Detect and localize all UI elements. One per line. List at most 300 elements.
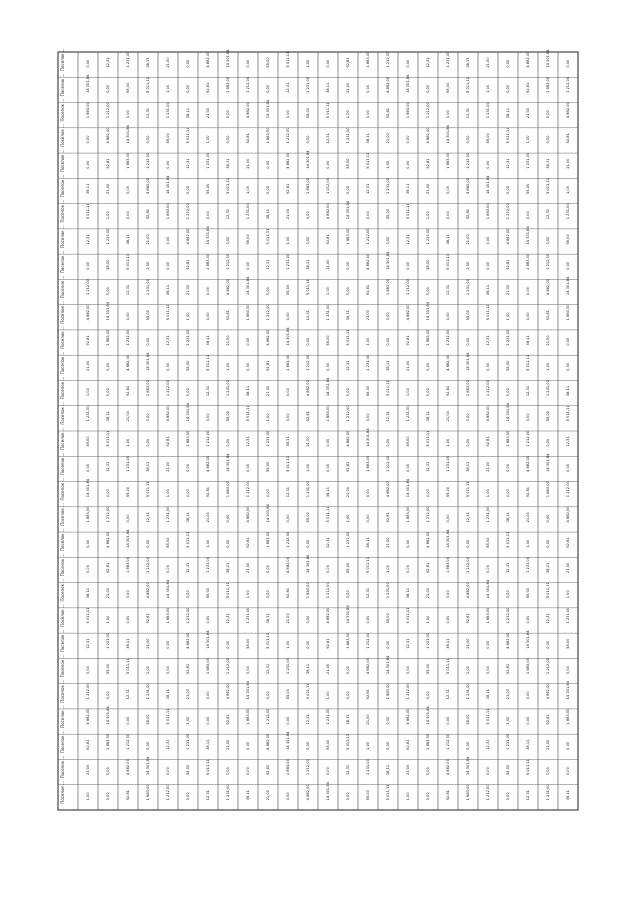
cell-value: 1 231,00 (446, 51, 450, 68)
cell-value: 55,00 (246, 234, 250, 245)
cell-value: 14 301,84 (146, 756, 150, 776)
cell-value: 92,81 (366, 689, 370, 700)
cell-value: 1 883,00 (386, 683, 390, 700)
cell-value: 21,00 (186, 284, 190, 296)
cell-value: 55,00 (206, 183, 210, 194)
cell-value: 4 882,00 (566, 102, 570, 119)
cell-value: 0,00 (426, 489, 430, 498)
cell-value: 14 301,84 (106, 706, 110, 725)
cell-value: 4 882,00 (146, 177, 150, 194)
cell-value: 14 301,84 (166, 175, 170, 194)
cell-value: 0,00 (166, 666, 170, 675)
cell-value: 21,00 (206, 107, 210, 119)
cell-value: 0,00 (526, 211, 530, 220)
cell-value: 21,00 (426, 183, 430, 194)
cell-value: 38,11 (386, 764, 390, 776)
cell-value: 55,00 (126, 82, 130, 93)
cell-value: 0,00 (86, 135, 90, 144)
cell-value: 0,00 (186, 590, 190, 599)
cell-value: 1 883,00 (226, 76, 230, 93)
cell-value: 12,31 (86, 638, 90, 649)
cell-value: 14 301,84 (546, 49, 550, 68)
cell-value: 55,00 (146, 310, 150, 321)
cell-value: 5 011,11 (126, 253, 130, 270)
cell-value: 0,00 (566, 463, 570, 472)
cell-value: 1 231,00 (426, 228, 430, 245)
cell-value: 0,00 (186, 388, 190, 397)
cell-value: 92,81 (466, 613, 470, 624)
cell-value: 14 301,84 (426, 302, 430, 321)
cell-value: 0,00 (386, 438, 390, 447)
cell-value: 1,00 (146, 666, 150, 675)
cell-value: 1 212,00 (366, 632, 370, 649)
cell-value: 12,31 (206, 790, 210, 801)
cell-value: 92,81 (506, 663, 510, 675)
cell-value: 38,11 (226, 562, 230, 573)
cell-value: 0,00 (126, 615, 130, 624)
cell-value: 14 301,84 (566, 276, 570, 296)
cell-value: 1 883,00 (146, 784, 150, 801)
row-label: Поселок ... (60, 452, 65, 476)
cell-value: 1 212,00 (486, 784, 490, 801)
cell-value: 0,00 (426, 691, 430, 700)
cell-value: 4 882,00 (406, 708, 410, 725)
cell-value: 1,00 (86, 388, 90, 397)
cell-value: 1 231,00 (126, 51, 130, 68)
cell-value: 1 883,00 (486, 607, 490, 624)
cell-value: 5 011,11 (426, 430, 430, 447)
cell-value: 0,00 (406, 539, 410, 548)
cell-value: 0,00 (246, 337, 250, 346)
cell-value: 14 301,84 (406, 74, 410, 93)
cell-value: 5 011,11 (306, 683, 310, 700)
cell-value: 21,00 (126, 411, 130, 422)
cell-value: 21,00 (366, 310, 370, 321)
cell-value: 0,00 (106, 691, 110, 700)
cell-value: 1 231,00 (166, 506, 170, 523)
cell-value: 0,00 (126, 211, 130, 220)
cell-value: 0,00 (486, 236, 490, 245)
cell-value: 38,11 (286, 436, 290, 447)
cell-value: 21,00 (186, 689, 190, 700)
cell-value: 1,00 (506, 716, 510, 725)
cell-value: 1 883,00 (366, 51, 370, 68)
cell-value: 55,00 (546, 411, 550, 422)
cell-value: 92,81 (106, 158, 110, 169)
cell-value: 14 301,84 (286, 731, 290, 750)
cell-value: 0,00 (206, 413, 210, 422)
cell-value: 1 212,00 (466, 152, 470, 169)
cell-value: 0,00 (466, 337, 470, 346)
row-label: Поселок ... (60, 351, 65, 375)
cell-value: 0,00 (166, 362, 170, 371)
cell-value: 21,00 (226, 739, 230, 750)
cell-value: 1,00 (466, 666, 470, 675)
cell-value: 38,11 (466, 461, 470, 472)
cell-value: 92,81 (566, 537, 570, 548)
cell-value: 55,00 (526, 587, 530, 599)
cell-value: 12,31 (246, 436, 250, 447)
cell-value: 21,00 (146, 234, 150, 245)
cell-value: 55,00 (106, 259, 110, 270)
cell-value: 12,31 (506, 562, 510, 573)
cell-value: 5 011,11 (166, 708, 170, 725)
cell-value: 0,00 (326, 767, 330, 776)
cell-value: 1,00 (166, 489, 170, 498)
cell-value: 55,00 (566, 638, 570, 649)
cell-value: 92,81 (246, 133, 250, 144)
cell-value: 12,31 (486, 739, 490, 750)
cell-value: 1,00 (146, 261, 150, 270)
cell-value: 55,00 (346, 158, 350, 169)
cell-value: 0,00 (466, 135, 470, 144)
cell-value: 5 011,11 (266, 632, 270, 649)
cell-value: 38,11 (366, 537, 370, 548)
cell-value: 1 212,00 (326, 177, 330, 194)
cell-value: 14 301,84 (526, 630, 530, 649)
cell-value: 38,11 (366, 133, 370, 144)
cell-value: 0,00 (446, 110, 450, 119)
cell-value: 12,31 (346, 360, 350, 371)
cell-value: 5 011,11 (406, 607, 410, 624)
cell-value: 12,31 (206, 385, 210, 397)
cell-value: 0,00 (366, 110, 370, 119)
cell-value: 0,00 (346, 388, 350, 397)
cell-value: 1 883,00 (486, 203, 490, 220)
cell-value: 92,81 (266, 764, 270, 776)
cell-value: 0,00 (506, 463, 510, 472)
cell-value: 92,81 (446, 790, 450, 801)
cell-value: 55,00 (486, 537, 490, 548)
cell-value: 1 212,00 (186, 607, 190, 624)
cell-value: 1 883,00 (166, 203, 170, 220)
cell-value: 0,00 (226, 438, 230, 447)
cell-value: 92,81 (526, 82, 530, 93)
cell-value: 1 231,00 (546, 784, 550, 801)
cell-value: 38,11 (526, 739, 530, 750)
cell-value: 55,00 (486, 133, 490, 144)
cell-value: 0,00 (506, 590, 510, 599)
cell-value: 0,00 (246, 59, 250, 68)
cell-value: 0,00 (526, 312, 530, 321)
cell-value: 0,00 (166, 564, 170, 573)
cell-value: 0,00 (226, 236, 230, 245)
cell-value: 55,00 (86, 436, 90, 447)
cell-value: 1 883,00 (466, 380, 470, 397)
cell-value: 1,00 (206, 135, 210, 144)
cell-value: 0,00 (146, 135, 150, 144)
cell-value: 0,00 (426, 388, 430, 397)
cell-value: 1 231,00 (286, 253, 290, 270)
cell-value: 92,81 (166, 436, 170, 447)
cell-value: 0,00 (126, 185, 130, 194)
cell-value: 1,00 (386, 564, 390, 573)
cell-value: 1 883,00 (246, 708, 250, 725)
cell-value: 4 882,00 (166, 405, 170, 422)
cell-value: 92,81 (306, 411, 310, 422)
cell-value: 14 301,84 (306, 554, 310, 573)
cell-value: 4 882,00 (546, 683, 550, 700)
cell-value: 0,00 (306, 236, 310, 245)
cell-value: 12,31 (126, 689, 130, 700)
cell-value: 38,11 (346, 310, 350, 321)
cell-value: 1,00 (226, 362, 230, 371)
cell-value: 55,00 (366, 385, 370, 397)
cell-value: 0,00 (106, 767, 110, 776)
cell-value: 1 212,00 (286, 531, 290, 548)
row-label: Поселок ... (60, 73, 65, 97)
cell-value: 0,00 (546, 640, 550, 649)
cell-value: 1,00 (506, 312, 510, 321)
cell-value: 0,00 (286, 388, 290, 397)
cell-value: 21,00 (246, 158, 250, 169)
cell-value: 0,00 (346, 185, 350, 194)
cell-value: 1,00 (186, 716, 190, 725)
cell-value: 92,81 (286, 183, 290, 194)
cell-value: 21,00 (426, 587, 430, 599)
cell-value: 0,00 (386, 640, 390, 649)
cell-value: 0,00 (366, 489, 370, 498)
cell-value: 5 011,11 (386, 784, 390, 801)
cell-value: 4 882,00 (346, 430, 350, 447)
cell-value: 4 882,00 (386, 481, 390, 498)
cell-value: 1 883,00 (166, 607, 170, 624)
cell-value: 1 212,00 (566, 76, 570, 93)
cell-value: 5 011,11 (446, 658, 450, 675)
cell-value: 1 212,00 (526, 430, 530, 447)
cell-value: 1 212,00 (86, 683, 90, 700)
cell-value: 14 301,84 (466, 756, 470, 776)
cell-value: 5 011,11 (186, 531, 190, 548)
cell-value: 0,00 (486, 666, 490, 675)
cell-value: 5 011,11 (366, 556, 370, 573)
cell-value: 0,00 (526, 413, 530, 422)
cell-value: 21,00 (86, 764, 90, 776)
cell-value: 1,00 (566, 590, 570, 599)
cell-value: 1 212,00 (146, 556, 150, 573)
cell-value: 1,00 (346, 514, 350, 523)
cell-value: 55,00 (106, 663, 110, 675)
cell-value: 12,31 (466, 512, 470, 523)
cell-value: 38,11 (386, 360, 390, 371)
cell-value: 12,31 (466, 107, 470, 119)
cell-value: 0,00 (246, 741, 250, 750)
row-label: Поселок ... (60, 528, 65, 552)
cell-value: 92,81 (226, 310, 230, 321)
cell-value: 1 883,00 (346, 228, 350, 245)
cell-value: 0,00 (326, 59, 330, 68)
cell-value: 0,00 (86, 539, 90, 548)
cell-value: 38,11 (506, 512, 510, 523)
cell-value: 1 231,00 (106, 632, 110, 649)
cell-value: 1 231,00 (226, 784, 230, 801)
cell-value: 5 011,11 (506, 127, 510, 144)
cell-value: 92,81 (126, 790, 130, 801)
cell-value: 55,00 (426, 663, 430, 675)
cell-value: 55,00 (466, 714, 470, 725)
cell-value: 92,81 (486, 436, 490, 447)
cell-value: 0,00 (406, 666, 410, 675)
row-label: Поселок ... (60, 730, 65, 754)
cell-value: 21,00 (466, 638, 470, 649)
cell-value: 12,31 (286, 486, 290, 498)
cell-value: 0,00 (286, 716, 290, 725)
cell-value: 4 882,00 (266, 329, 270, 346)
cell-value: 1,00 (466, 261, 470, 270)
cell-value: 92,81 (366, 284, 370, 296)
cell-value: 4 882,00 (126, 354, 130, 371)
cell-value: 1 883,00 (546, 481, 550, 498)
cell-value: 55,00 (306, 512, 310, 523)
cell-value: 1,00 (546, 767, 550, 776)
cell-value: 1,00 (446, 438, 450, 447)
cell-value: 1,00 (266, 413, 270, 422)
cell-value: 5 011,11 (406, 203, 410, 220)
cell-value: 55,00 (566, 234, 570, 245)
cell-value: 1 883,00 (246, 304, 250, 321)
cell-value: 21,00 (566, 562, 570, 573)
cell-value: 1 883,00 (106, 733, 110, 750)
cell-value: 1 231,00 (146, 683, 150, 700)
cell-value: 0,00 (86, 666, 90, 675)
cell-value: 0,00 (246, 666, 250, 675)
cell-value: 0,00 (226, 110, 230, 119)
cell-value: 0,00 (406, 160, 410, 169)
cell-value: 0,00 (546, 236, 550, 245)
cell-value: 0,00 (246, 261, 250, 270)
cell-value: 0,00 (406, 59, 410, 68)
cell-value: 0,00 (186, 792, 190, 801)
cell-value: 1 231,00 (226, 380, 230, 397)
cell-value: 0,00 (266, 564, 270, 573)
cell-value: 0,00 (386, 337, 390, 346)
cell-value: 55,00 (326, 335, 330, 346)
cell-value: 0,00 (106, 287, 110, 296)
cell-value: 12,31 (226, 613, 230, 624)
cell-value: 12,31 (406, 638, 410, 649)
cell-value: 0,00 (466, 741, 470, 750)
cell-value: 21,00 (486, 461, 490, 472)
cell-value: 4 882,00 (226, 683, 230, 700)
cell-value: 1 231,00 (246, 607, 250, 624)
cell-value: 5 011,11 (326, 506, 330, 523)
cell-value: 1 883,00 (306, 177, 310, 194)
cell-value: 14 301,84 (106, 302, 110, 321)
cell-value: 5 011,11 (206, 354, 210, 371)
cell-value: 55,00 (146, 714, 150, 725)
cell-value: 4 882,00 (426, 531, 430, 548)
cell-value: 55,00 (406, 436, 410, 447)
cell-value: 1,00 (406, 792, 410, 801)
cell-value: 14 301,84 (346, 605, 350, 624)
cell-value: 0,00 (406, 463, 410, 472)
cell-value: 1 212,00 (166, 380, 170, 397)
cell-value: 38,11 (186, 512, 190, 523)
cell-value: 12,31 (426, 461, 430, 472)
cell-value: 1 231,00 (106, 228, 110, 245)
cell-value: 5 011,11 (266, 228, 270, 245)
row-label: Поселок ... (60, 124, 65, 147)
cell-value: 0,00 (86, 160, 90, 169)
cell-value: 5 011,11 (126, 658, 130, 675)
cell-value: 92,81 (386, 512, 390, 523)
cell-value: 55,00 (346, 562, 350, 573)
cell-value: 4 882,00 (306, 380, 310, 397)
cell-value: 92,81 (326, 234, 330, 245)
cell-value: 1,00 (526, 135, 530, 144)
cell-value: 92,81 (446, 385, 450, 397)
cell-value: 21,00 (166, 57, 170, 68)
cell-value: 12,31 (566, 436, 570, 447)
cell-value: 0,00 (426, 362, 430, 371)
cell-value: 0,00 (246, 463, 250, 472)
cell-value: 0,00 (346, 666, 350, 675)
cell-value: 0,00 (286, 514, 290, 523)
cell-value: 1,00 (386, 160, 390, 169)
cell-value: 5 011,11 (226, 177, 230, 194)
cell-value: 1 231,00 (426, 632, 430, 649)
cell-value: 0,00 (306, 640, 310, 649)
cell-value: 1 231,00 (506, 329, 510, 346)
cell-value: 1,00 (106, 615, 110, 624)
cell-value: 21,00 (266, 790, 270, 801)
cell-value: 1,00 (486, 84, 490, 93)
cell-value: 0,00 (486, 767, 490, 776)
cell-value: 4 882,00 (426, 127, 430, 144)
row-label: Поселок ... (60, 503, 65, 526)
cell-value: 1 231,00 (566, 607, 570, 624)
row-label: Поселок ... (60, 48, 65, 71)
cell-value: 0,00 (286, 792, 290, 801)
cell-value: 38,11 (166, 689, 170, 700)
cell-value: 4 882,00 (466, 582, 470, 599)
cell-value: 0,00 (326, 438, 330, 447)
cell-value: 4 882,00 (206, 455, 210, 472)
cell-value: 0,00 (486, 362, 490, 371)
cell-value: 55,00 (206, 587, 210, 599)
cell-value: 38,11 (226, 158, 230, 169)
cell-value: 38,11 (566, 790, 570, 801)
cell-value: 0,00 (206, 287, 210, 296)
cell-value: 92,81 (426, 562, 430, 573)
cell-value: 0,00 (446, 211, 450, 220)
cell-value: 1 883,00 (566, 304, 570, 321)
row-label: Поселок ... (60, 604, 65, 627)
cell-value: 14 301,84 (386, 655, 390, 675)
cell-value: 0,00 (186, 185, 190, 194)
cell-value: 12,31 (526, 385, 530, 397)
cell-value: 4 882,00 (246, 506, 250, 523)
cell-value: 0,00 (386, 716, 390, 725)
cell-value: 0,00 (426, 287, 430, 296)
cell-value: 55,00 (186, 360, 190, 371)
cell-value: 0,00 (566, 362, 570, 371)
cell-value: 1 212,00 (226, 253, 230, 270)
cell-value: 92,81 (286, 587, 290, 599)
cell-value: 1,00 (126, 438, 130, 447)
cell-value: 5 011,11 (526, 759, 530, 776)
cell-value: 0,00 (226, 640, 230, 649)
cell-value: 14 301,84 (426, 706, 430, 725)
cell-value: 1 212,00 (406, 279, 410, 296)
cell-value: 21,00 (466, 234, 470, 245)
row-label: Поселок ... (60, 250, 65, 274)
cell-value: 0,00 (146, 337, 150, 346)
cell-value: 12,31 (446, 284, 450, 296)
cell-value: 5 011,11 (226, 582, 230, 599)
cell-value: 92,81 (186, 663, 190, 675)
cell-value: 5 011,11 (306, 279, 310, 296)
